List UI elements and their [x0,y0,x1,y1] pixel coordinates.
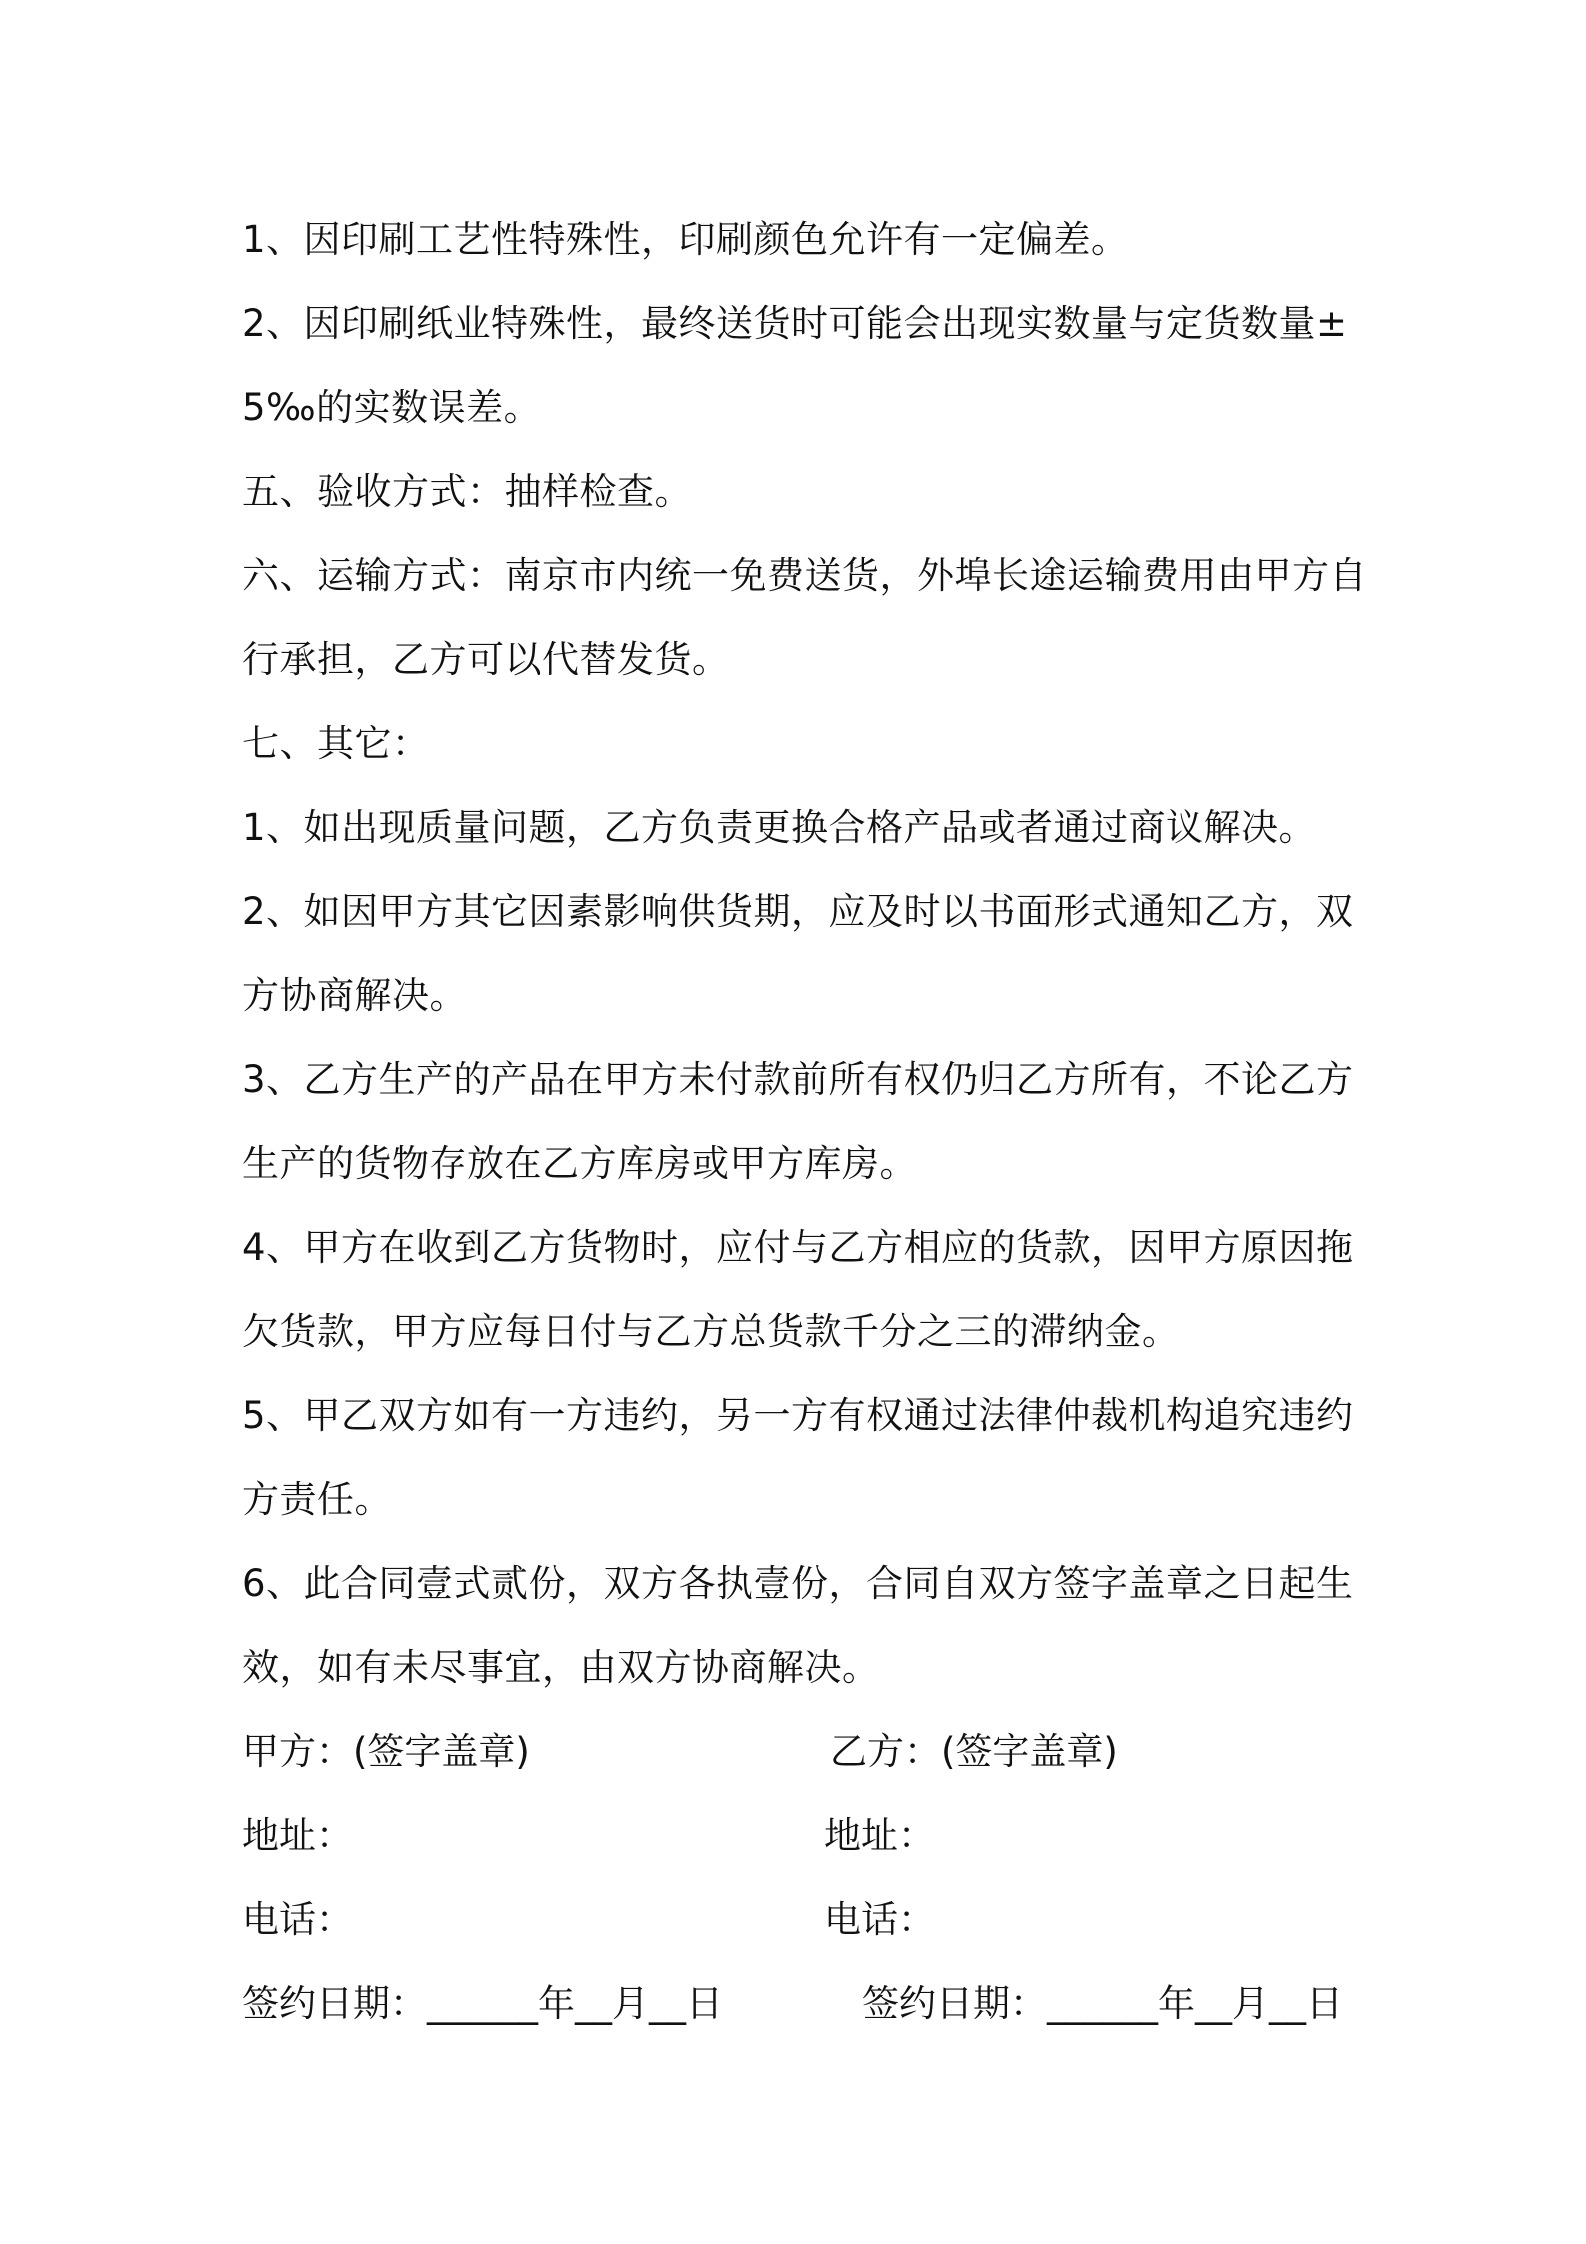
section-heading: 六、运输方式：南京市内统一免费送货，外埠长途运输费用由甲方自 [242,554,1367,597]
signature-row-seal [242,1710,1362,1794]
party-b-phone: 电话： [824,1898,935,1941]
text-line: 方协商解决。 [242,974,467,1017]
text-line: 1、因印刷工艺性特殊性，印刷颜色允许有一定偏差。 [242,218,1129,261]
signature-row-date [242,1962,1362,2046]
text-line: 4、甲方在收到乙方货物时，应付与乙方相应的货款，因甲方原因拖 [242,1226,1354,1269]
party-b-address: 地址： [824,1814,935,1857]
party-b-date: 签约日期：______年__月__日 [862,1982,1343,2025]
text-line: 3、乙方生产的产品在甲方未付款前所有权仍归乙方所有，不论乙方 [242,1058,1354,1101]
contract-body [242,198,1367,2046]
text-line: 5、甲乙双方如有一方违约，另一方有权通过法律仲裁机构追究违约 [242,1394,1354,1437]
text-line: 行承担，乙方可以代替发货。 [242,638,730,681]
text-line: 欠货款，甲方应每日付与乙方总货款千分之三的滞纳金。 [242,1310,1180,1353]
text-line: 6、此合同壹式贰份，双方各执壹份，合同自双方签字盖章之日起生 [242,1562,1354,1605]
party-a-date: 签约日期：______年__月__日 [242,1982,723,2025]
section-heading: 五、验收方式：抽样检查。 [242,470,692,513]
signature-row-phone [242,1878,1362,1962]
party-a-seal: 甲方：(签字盖章) [242,1730,530,1773]
party-a-address: 地址： [242,1814,353,1857]
text-line: 效，如有未尽事宜，由双方协商解决。 [242,1646,880,1689]
signature-row-address [242,1794,1362,1878]
party-a-phone: 电话： [242,1898,353,1941]
text-line: 5‰的实数误差。 [242,386,542,429]
text-line: 生产的货物存放在乙方库房或甲方库房。 [242,1142,917,1185]
text-line: 2、如因甲方其它因素影响供货期，应及时以书面形式通知乙方，双 [242,890,1354,933]
text-line: 1、如出现质量问题，乙方负责更换合格产品或者通过商议解决。 [242,806,1317,849]
section-heading: 七、其它： [242,722,430,765]
party-b-seal: 乙方：(签字盖章) [830,1730,1118,1773]
text-line: 方责任。 [242,1478,392,1521]
text-line: 2、因印刷纸业特殊性，最终送货时可能会出现实数量与定货数量± [242,302,1348,345]
